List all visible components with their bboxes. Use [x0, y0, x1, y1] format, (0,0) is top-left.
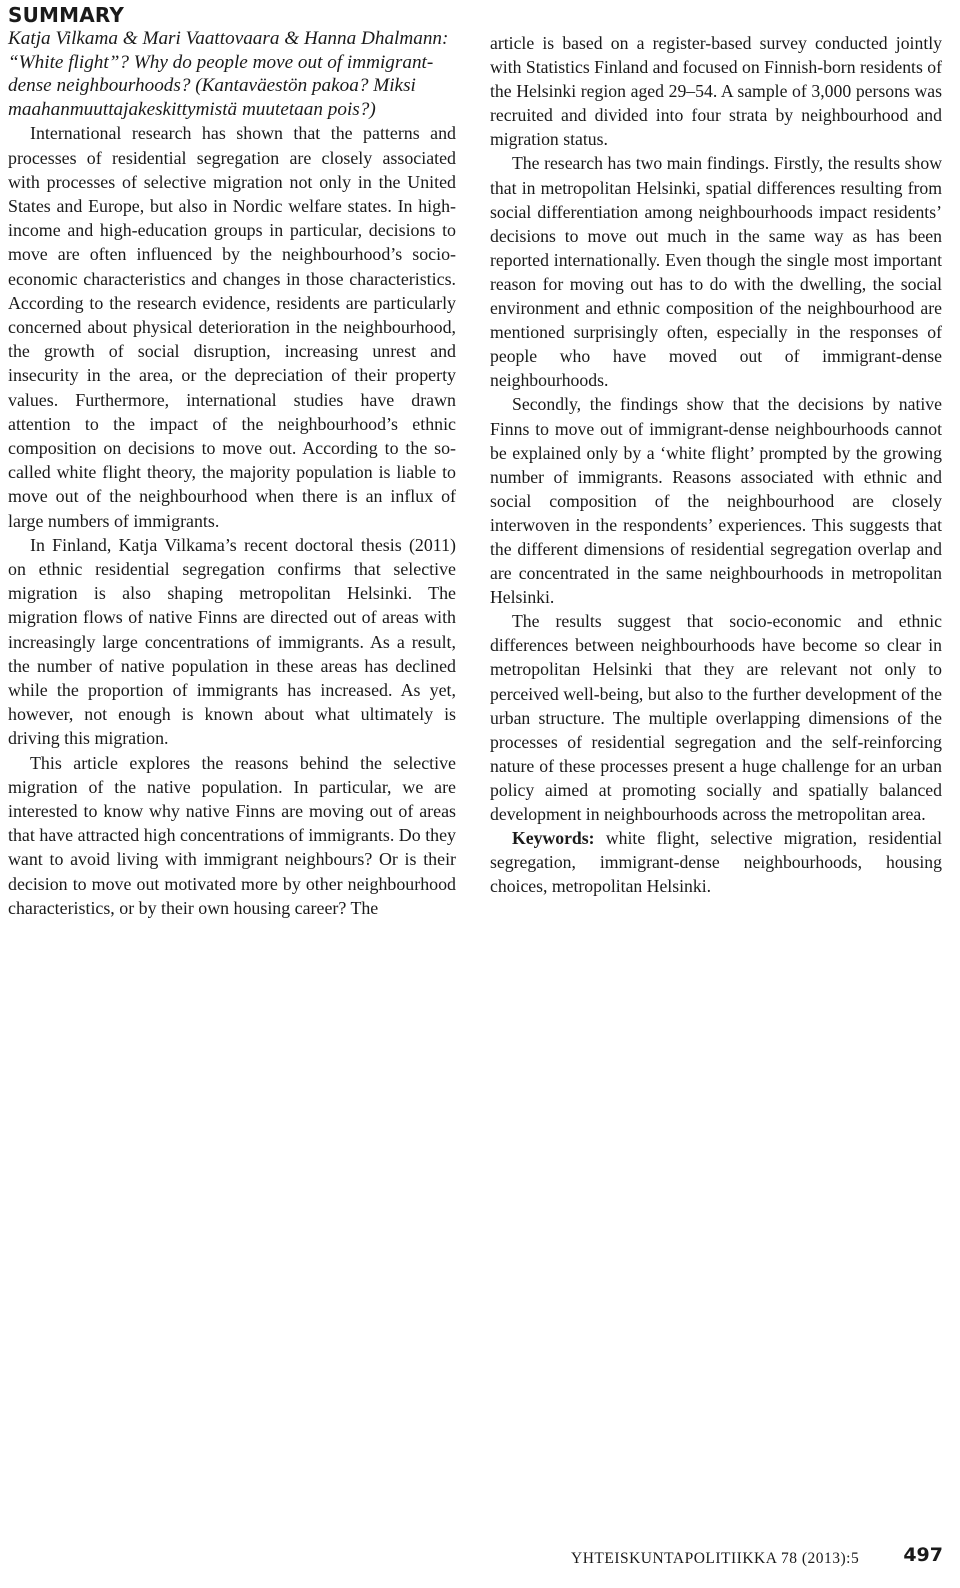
- page-footer: [571, 1544, 943, 1574]
- left-paragraph-2: In Finland, Katja Vilkama’s recent doctoral thesis (2011) on ethnic residential segregation confirms that selective migration is also shaping metropolitan Helsinki. The migration flows of native Finns are directed out of areas with increasingly large concentrations of immigrants. As a result, the number of native population in these areas has declined while the proportion of immigrants has increased. As yet, however, not enough is known about what ultimately is driving this migration.: [8, 534, 456, 749]
- left-column: [8, 0, 456, 920]
- page-number: 497: [903, 1544, 943, 1566]
- keywords-paragraph: [490, 826, 942, 898]
- summary-heading: SUMMARY: [8, 3, 125, 27]
- left-paragraph-1: International research has shown that the patterns and processes of residential segregation are closely associated with processes of selective migration not only in the United States and Europe, but also in Nordic welfare states. In high-income and high-education groups in particular, decisions to move are often influenced by the neighbourhood’s socio-economic characteristics and changes in those characteristics. According to the research evidence, residents are particularly concerned about physical deterioration in the neighbourhood, the growth of social disruption, increasing unrest and insecurity in the area, or the depreciation of their property values. Furthermore, international studies have drawn attention to the impact of the neighbourhood’s ethnic composition on decisions to move out. According to the so-called white flight theory, the majority population is liable to move out of the neighbourhood when there is an influx of large numbers of immigrants.: [8, 123, 456, 531]
- article-title: Katja Vilkama & Mari Vaattovaara & Hanna Dhalmann: “White flight”? Why do people move out of immigrant-dense neighbourhoods? (Kantaväestön pakoa? Miksi maahanmuuttajakeskittymistä muutetaan pois?): [8, 28, 449, 120]
- right-column: [490, 0, 942, 898]
- keywords-label: Keywords:: [512, 828, 595, 849]
- keywords-text: white flight, selective migration, residential segregation, immigrant-dense neighbourhoods, housing choices, metropolitan Helsinki.: [490, 828, 942, 897]
- journal-name: YHTEISKUNTAPOLITIIKKA 78 (2013):5: [571, 1550, 860, 1567]
- right-paragraph-1: article is based on a register-based survey conducted jointly with Statistics Finland and focused on Finnish-born residents of the Helsinki region aged 29–54. A sample of 3,000 persons was recruited and divided into four strata by neighbourhood and migration status.: [490, 33, 942, 150]
- left-paragraph-3: This article explores the reasons behind the selective migration of the native population. In particular, we are interested to know why native Finns are moving out of areas that have attracted high concentrations of immigrants. Do they want to avoid living with immigrant neighbours? Or is their decision to move out motivated more by other neighbourhood characteristics, or by their own housing career? The: [8, 752, 456, 918]
- right-paragraph-2: The research has two main findings. Firstly, the results show that in metropolitan Helsinki, spatial differences resulting from social differentiation among neighbourhoods impact residents’ decisions to move out much in the same way as has been reported internationally. Even though the single most important reason for moving out has to do with the dwelling, the social environment and ethnic composition of the neighbourhood are mentioned surprisingly often, especially in the responses of people who have moved out of immigrant-dense neighbourhoods.: [490, 153, 942, 391]
- right-paragraph-4: The results suggest that socio-economic and ethnic differences between neighbourhoods have become so clear in metropolitan Helsinki that they are relevant not only to perceived well-being, but also to the further development of the urban structure. The multiple overlapping dimensions of the processes of residential segregation and the self-reinforcing nature of these processes present a huge challenge for an urban policy aimed at promoting socially and spatially balanced development in neighbourhoods across the metropolitan area.: [490, 611, 942, 824]
- right-paragraph-3: Secondly, the findings show that the decisions by native Finns to move out of immigrant-dense neighbourhoods cannot be explained only by a ‘white flight’ prompted by the growing number of immigrants. Reasons associated with ethnic and social composition of the neighbourhood are closely interwoven in the respondents’ experiences. This suggests that the different dimensions of residential segregation overlap and are concentrated in the same neighbourhoods in metropolitan Helsinki.: [490, 394, 942, 608]
